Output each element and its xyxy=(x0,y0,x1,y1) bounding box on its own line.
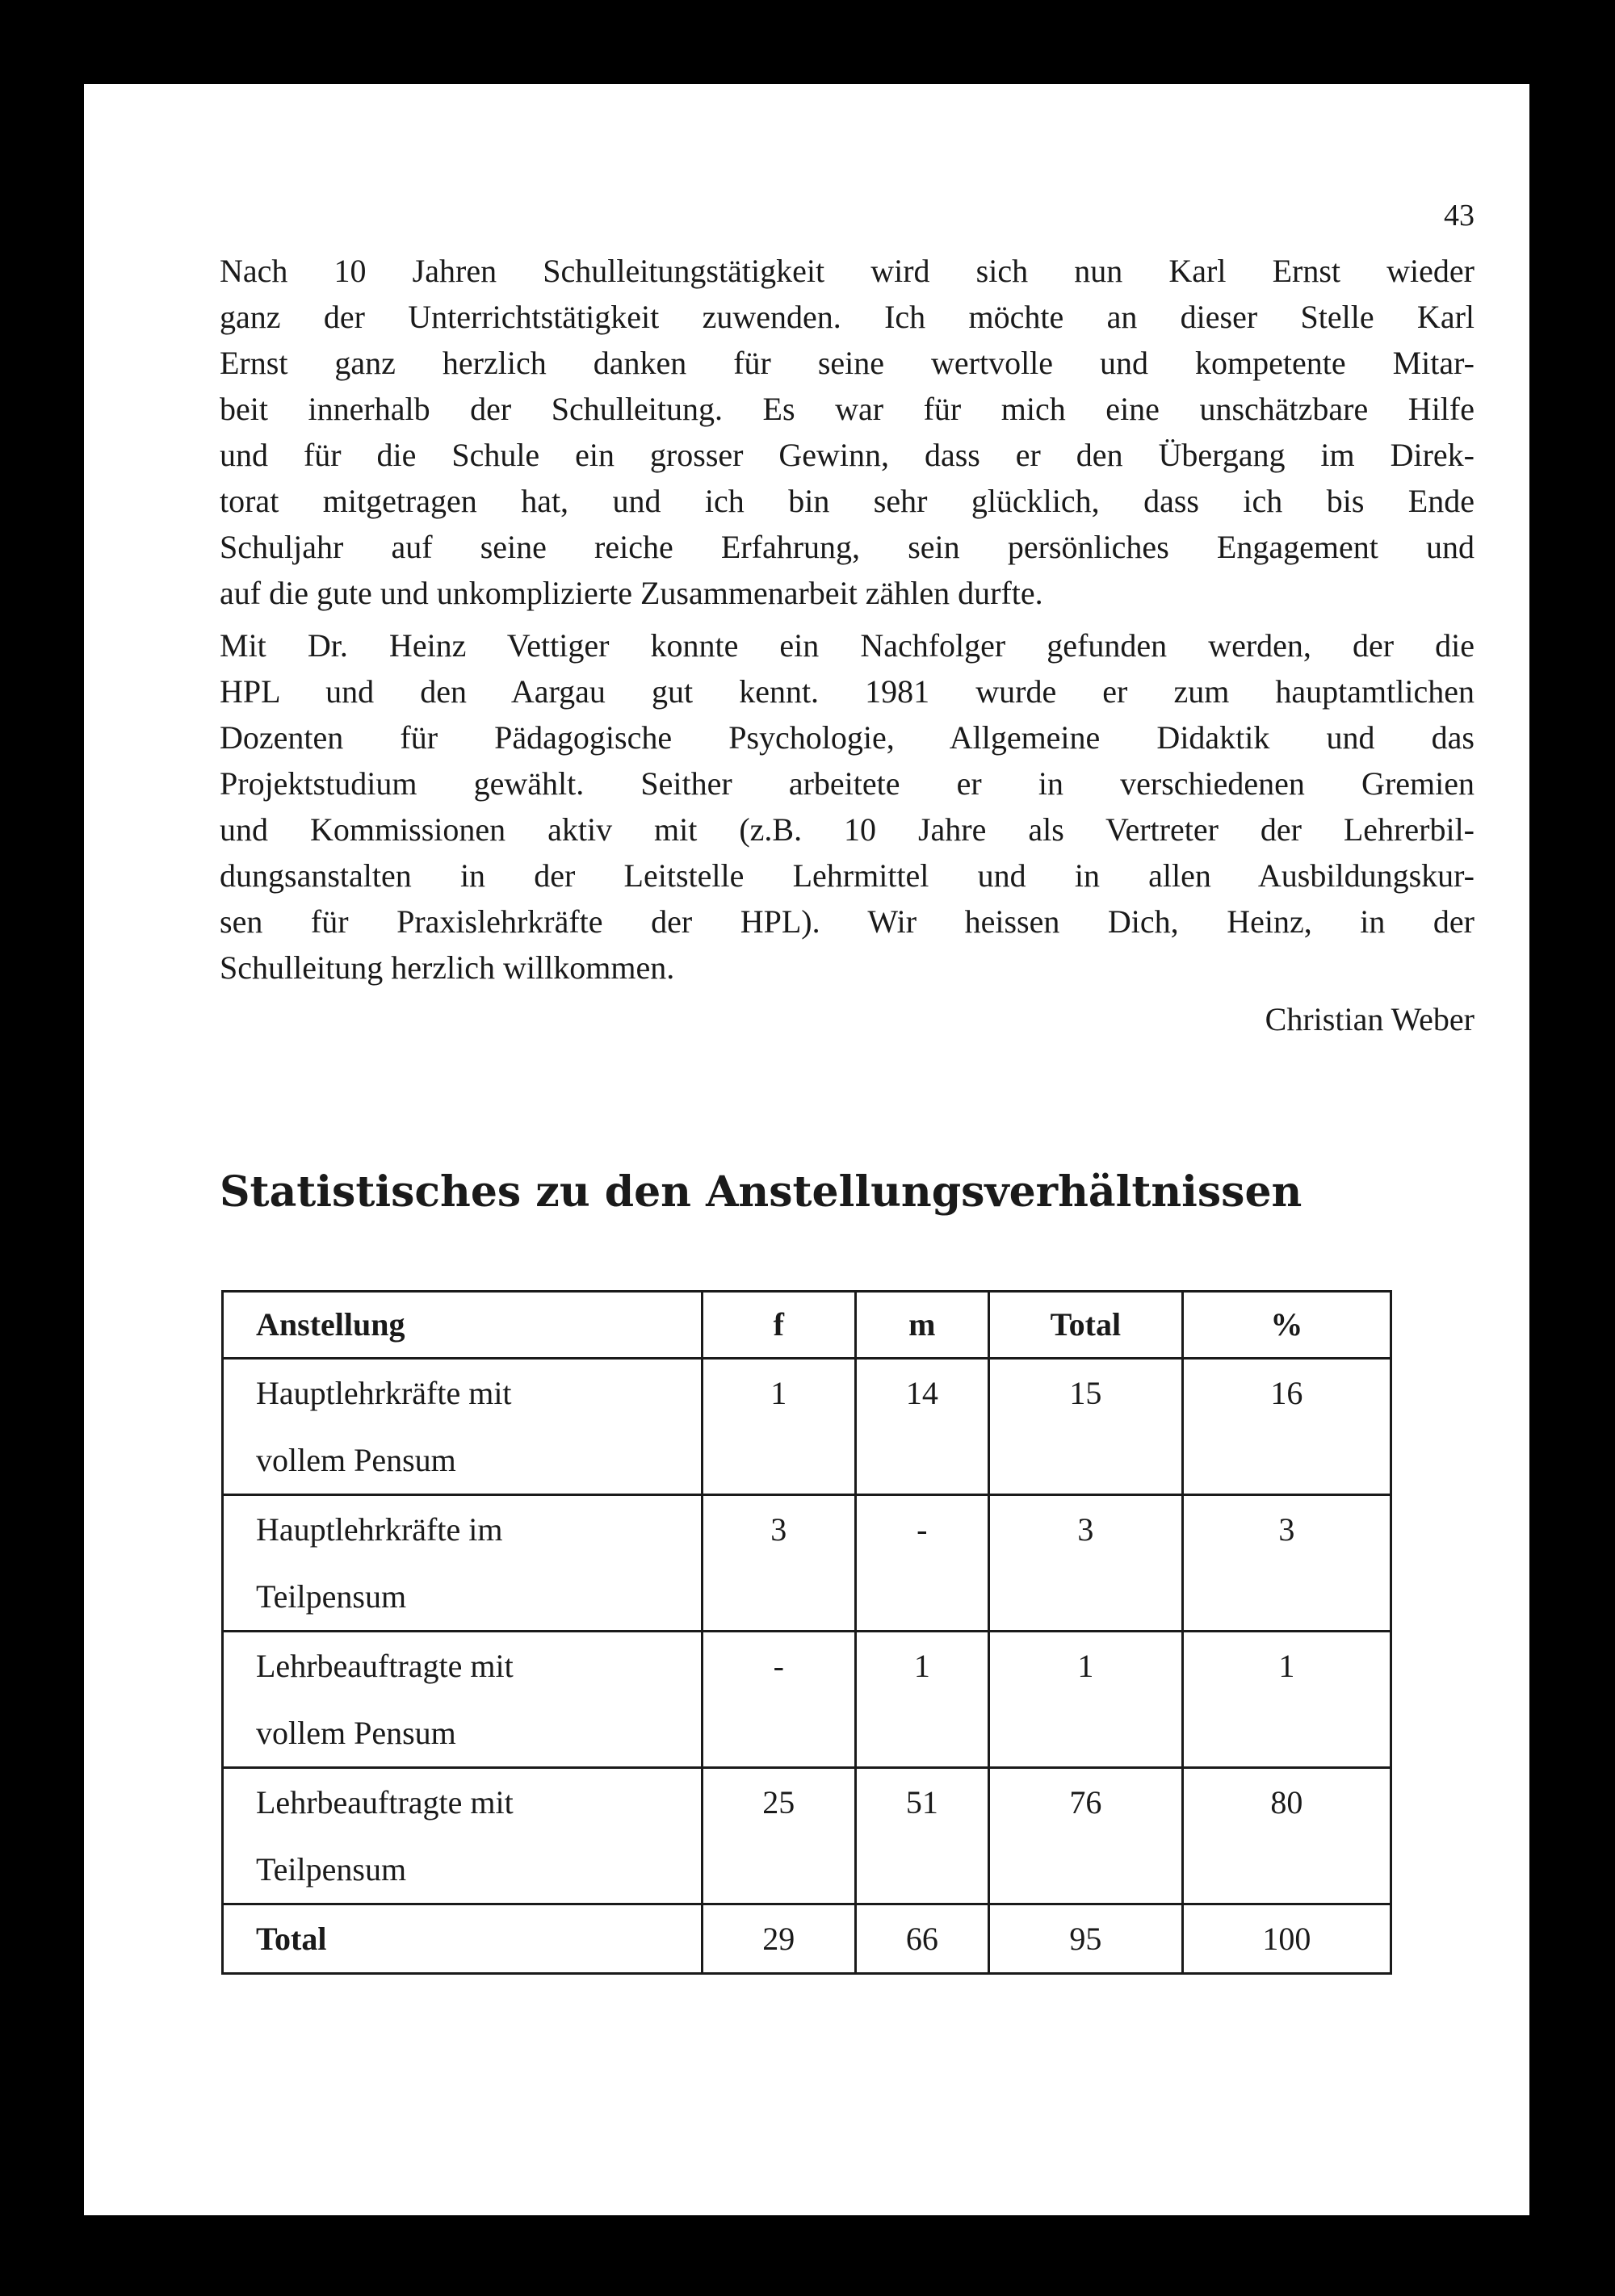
paragraph-welcome xyxy=(220,622,1474,991)
text-line: Schuljahr auf seine reiche Erfahrung, sein persönliches Engagement und xyxy=(220,529,1474,565)
cell-percent: 16 xyxy=(1182,1359,1391,1495)
total-m: 66 xyxy=(855,1904,989,1974)
table-header-row xyxy=(223,1292,1391,1359)
text-line: Dozenten für Pädagogische Psychologie, Allgemeine Didaktik und das xyxy=(220,719,1474,756)
text-line: ganz der Unterrichtstätigkeit zuwenden. Ich möchte an dieser Stelle Karl xyxy=(220,299,1474,335)
cell-percent: 1 xyxy=(1182,1632,1391,1768)
row-label xyxy=(223,1768,703,1904)
text-line: Ernst ganz herzlich danken für seine wertvolle und kompetente Mitar- xyxy=(220,345,1474,381)
cell-total: 76 xyxy=(989,1768,1183,1904)
table-row xyxy=(223,1359,1391,1495)
cell-m: 51 xyxy=(855,1768,989,1904)
total-total: 95 xyxy=(989,1904,1183,1974)
table-total-row xyxy=(223,1904,1391,1974)
cell-percent: 80 xyxy=(1182,1768,1391,1904)
cell-percent: 3 xyxy=(1182,1495,1391,1632)
column-header-total: Total xyxy=(989,1292,1183,1359)
column-header-f: f xyxy=(703,1292,856,1359)
table-row xyxy=(223,1632,1391,1768)
text-line: Nach 10 Jahren Schulleitungstätigkeit wird sich nun Karl Ernst wieder xyxy=(220,253,1474,289)
column-header-percent: % xyxy=(1182,1292,1391,1359)
author-signature: Christian Weber xyxy=(1265,1001,1474,1037)
row-label-line: Lehrbeauftragte mit xyxy=(256,1784,514,1820)
cell-f: - xyxy=(703,1632,856,1768)
cell-m: 14 xyxy=(855,1359,989,1495)
row-label-line: Hauptlehrkräfte mit xyxy=(256,1375,512,1411)
table-row xyxy=(223,1768,1391,1904)
row-label-line: vollem Pensum xyxy=(256,1442,456,1478)
text-line: und Kommissionen aktiv mit (z.B. 10 Jahre als Vertreter der Lehrerbil- xyxy=(220,811,1474,848)
cell-f: 1 xyxy=(703,1359,856,1495)
cell-total: 3 xyxy=(989,1495,1183,1632)
column-header-m: m xyxy=(855,1292,989,1359)
cell-m: - xyxy=(855,1495,989,1632)
paragraph-farewell xyxy=(220,248,1474,616)
employment-statistics-table xyxy=(221,1290,1392,1975)
cell-f: 25 xyxy=(703,1768,856,1904)
text-line: beit innerhalb der Schulleitung. Es war für mich eine unschätzbare Hilfe xyxy=(220,391,1474,427)
text-line: HPL und den Aargau gut kennt. 1981 wurde er zum hauptamtlichen xyxy=(220,673,1474,710)
row-label-line: Teilpensum xyxy=(256,1851,407,1887)
row-label-line: Teilpensum xyxy=(256,1578,407,1615)
text-line: Mit Dr. Heinz Vettiger konnte ein Nachfolger gefunden werden, der die xyxy=(220,627,1474,664)
row-label-line: Lehrbeauftragte mit xyxy=(256,1648,514,1684)
row-label-line: Hauptlehrkräfte im xyxy=(256,1511,503,1548)
text-line: torat mitgetragen hat, und ich bin sehr glücklich, dass ich bis Ende xyxy=(220,483,1474,519)
section-heading: Statistisches zu den Anstellungsverhältnissen xyxy=(220,1167,1302,1217)
cell-m: 1 xyxy=(855,1632,989,1768)
cell-total: 1 xyxy=(989,1632,1183,1768)
row-label xyxy=(223,1359,703,1495)
text-line: sen für Praxislehrkräfte der HPL). Wir heissen Dich, Heinz, in der xyxy=(220,903,1474,940)
row-label xyxy=(223,1632,703,1768)
text-line: Projektstudium gewählt. Seither arbeitete er in verschiedenen Gremien xyxy=(220,765,1474,802)
text-line: Schulleitung herzlich willkommen. xyxy=(220,949,675,986)
total-label: Total xyxy=(223,1904,703,1974)
text-line: auf die gute und unkomplizierte Zusammenarbeit zählen durfte. xyxy=(220,575,1043,611)
row-label-line: vollem Pensum xyxy=(256,1715,456,1751)
cell-total: 15 xyxy=(989,1359,1183,1495)
row-label xyxy=(223,1495,703,1632)
text-line: und für die Schule ein grosser Gewinn, dass er den Übergang im Direk- xyxy=(220,437,1474,473)
column-header-anstellung: Anstellung xyxy=(223,1292,703,1359)
document-page xyxy=(84,84,1529,2215)
total-percent: 100 xyxy=(1182,1904,1391,1974)
text-line: dungsanstalten in der Leitstelle Lehrmittel und in allen Ausbildungskur- xyxy=(220,857,1474,894)
total-f: 29 xyxy=(703,1904,856,1974)
cell-f: 3 xyxy=(703,1495,856,1632)
table-row xyxy=(223,1495,1391,1632)
page-number: 43 xyxy=(1444,199,1474,233)
